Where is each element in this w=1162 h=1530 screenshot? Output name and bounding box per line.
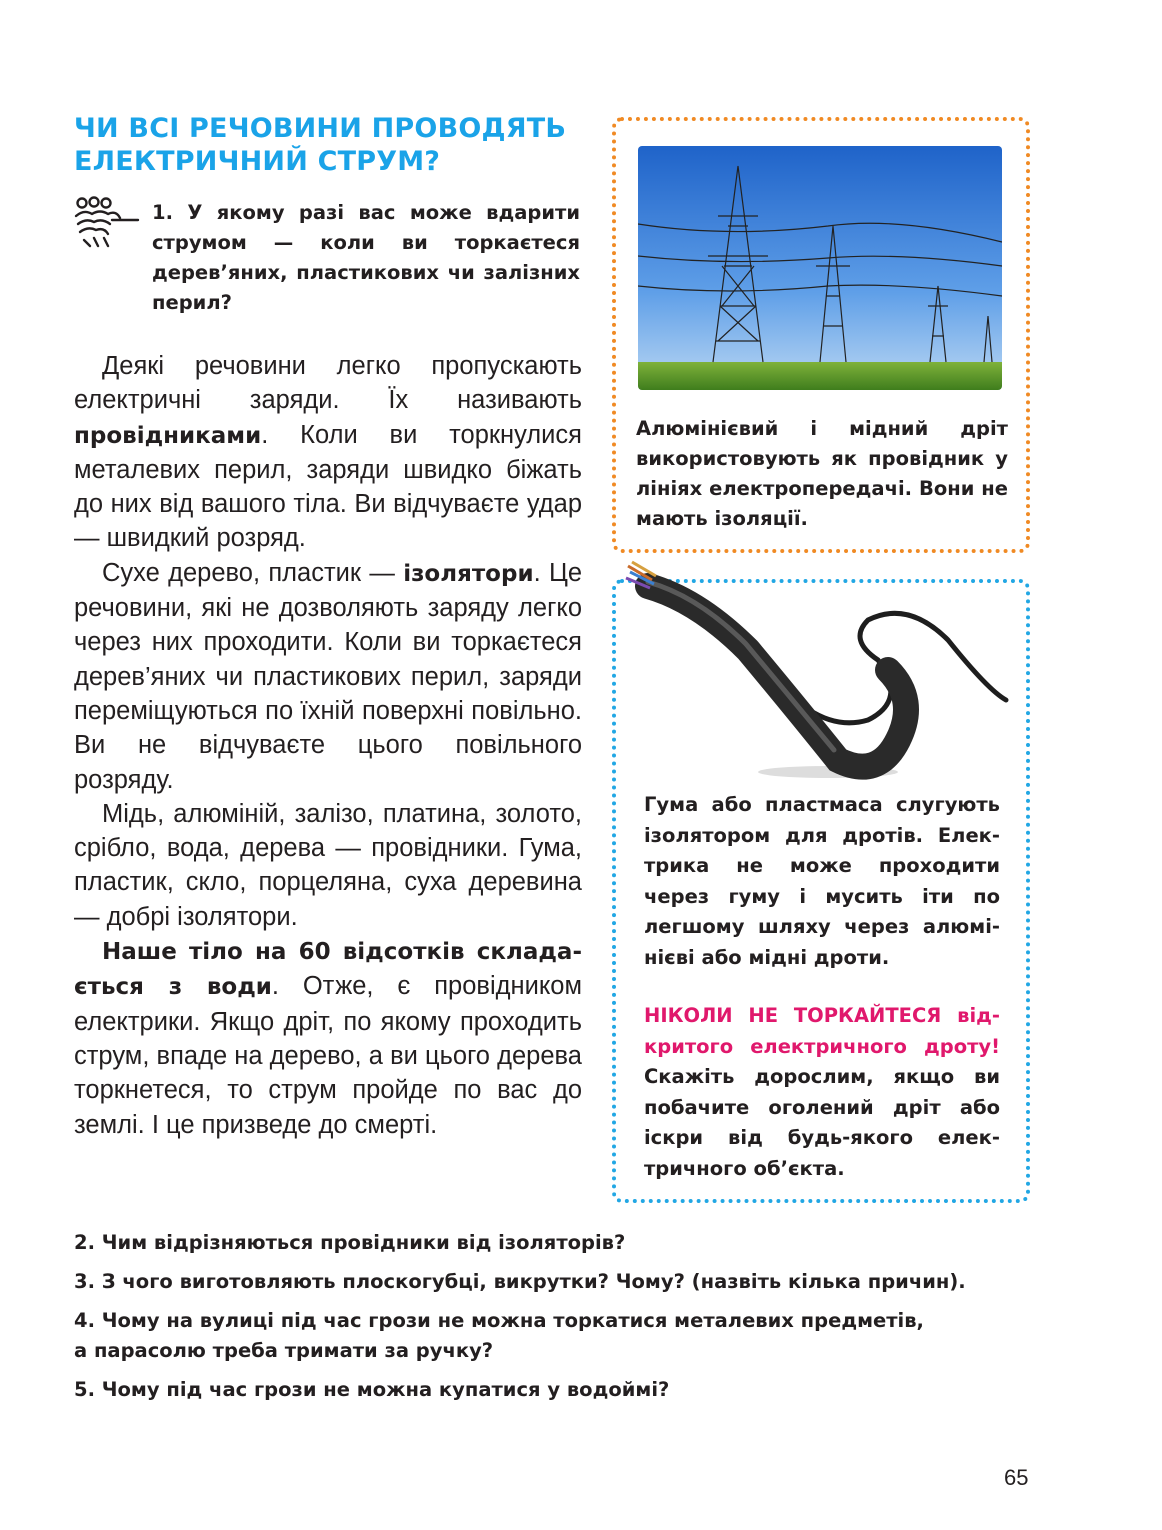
safety-warning [644, 1001, 1000, 1184]
group-work-icon [72, 196, 140, 248]
question-number: 5. [74, 1378, 95, 1401]
question-number: 4. [74, 1309, 95, 1332]
paragraph-text: Деякі речовини легко пропускають електричні заряди. Їх називають [74, 352, 582, 415]
question-2 [74, 1228, 1054, 1258]
page-title-line1: ЧИ ВСІ РЕЧОВИНИ ПРОВОДЯТЬ [74, 113, 567, 144]
question-3 [74, 1267, 1054, 1297]
question-number: 2. [74, 1231, 95, 1254]
paragraph-insulators [74, 556, 582, 797]
question-text: Чому під час грози не можна купатися у водоймі? [94, 1378, 670, 1401]
main-text [74, 349, 582, 1142]
question-text: а парасолю треба тримати за ручку? [74, 1339, 494, 1362]
paragraph-text: . Отже, є провідником електрики. Якщо дріт, по якому проходить струм, впаде на дерево, а ви цього дерева торкнетеся, то струм пройде по вас до землі. І це призведе до смерті. [74, 972, 582, 1139]
term-insulators: ізолятори [403, 560, 534, 587]
question-text: Чому на вулиці під час грози не можна торкатися металевих предметів, [94, 1309, 924, 1332]
page-title [74, 112, 594, 178]
page-number: 65 [1004, 1465, 1029, 1490]
safety-warning-text: Скажіть дорослим, якщо ви побачите оголений дріт або іскри від будь-якого електричного об’єкта. [644, 1065, 1000, 1180]
paragraph-body-water [74, 934, 582, 1142]
term-conductors: провідниками [74, 422, 262, 449]
paragraph-conductors [74, 349, 582, 556]
safety-warning-headline: НІКОЛИ НЕ ТОРКАЙТЕСЯ відкритого електричного дроту! [644, 1004, 1000, 1058]
question-number: 3. [74, 1270, 95, 1293]
question-4 [74, 1306, 1054, 1366]
cable-illustration [618, 560, 1012, 780]
power-lines-photo [638, 146, 1002, 390]
emphasis-body-water: Наше тіло на 60 відсотків складається з води [74, 939, 582, 1001]
power-lines-caption: Алюмінієвий і мідний дріт використовують як провідник у лініях електропередачі. Вони не мають ізоляції. [636, 417, 1008, 530]
insulation-caption: Гума або пластмаса слугують ізолятором для дротів. Електрика не може проходити через гуму і мусить іти по легшому шляху через алюмінієві або мідні дроти. [644, 793, 1000, 969]
paragraph-materials: Мідь, алюміній, залізо, платина, золото, срібло, вода, дерева — провідники. Гума, пластик, скло, порцеляна, суха деревина — добрі ізолятори. [74, 799, 582, 931]
paragraph-text: . Коли ви торкнулися металевих перил, заряди швидко біжать до них від вашого тіла. Ви відчуваєте удар — швидкий розряд. [74, 420, 582, 553]
question-1 [152, 198, 580, 318]
question-text: З чого виготовляють плоскогубці, викрутки? Чому? (назвіть кілька причин). [94, 1270, 966, 1293]
page-title-line2: ЕЛЕКТРИЧНИЙ СТРУМ? [74, 146, 441, 177]
question-text: Чим відрізняються провідники від ізоляторів? [94, 1231, 626, 1254]
question-1-number: 1. [152, 201, 173, 224]
paragraph-text: Сухе дерево, пластик — [102, 558, 404, 587]
questions-list [74, 1228, 1054, 1414]
question-1-text: У якому разі вас може вдарити струмом — коли ви торкаєтеся дерев’яних, пластикових чи залізних перил? [152, 201, 580, 314]
question-5 [74, 1375, 1054, 1405]
paragraph-text: . Це речовини, які не дозволяють заряду легко через них проходити. Коли ви торкаєтеся дерев’яних чи пластикових перил, заряди переміщуються по їхній поверхні повільно. Ви не відчуваєте цього повільного розряду. [74, 558, 582, 794]
